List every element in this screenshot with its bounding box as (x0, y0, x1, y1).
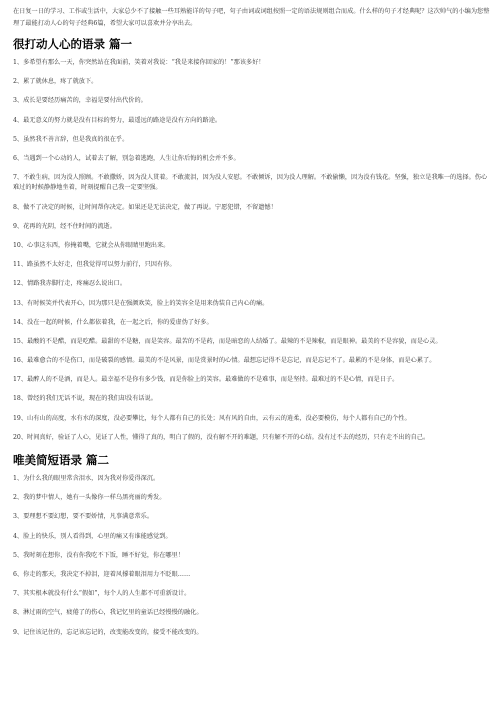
list-item: 15、最酸的不是醋，而是吃醋。最甜的不是糖，而是笑容。最苦的不是药，而是暗恋的人结婚了。最辣的不是辣椒，而是眼神。最美的不是容貌，而是心灵。 (13, 337, 442, 345)
list-item: 6、当遇到一个心动的人，试着去了解，别急着逃跑，人生让你后悔的机会并不多。 (13, 154, 240, 162)
list-item: 13、有时候笑并代表开心，因为那只是在强颜欢笑，脸上的笑容全是用来伪装自己内心的痛。 (13, 299, 269, 307)
list-item: 16、最难愈合的不是伤口，而是破裂的感情。最美的不是风景，而是赏景时的心情。最想忘记得不是忘记，而是忘记不了。最累的不是身体，而是心累了。 (13, 357, 436, 365)
list-item: 3、要理想不要幻想，要不要娇情，凡事满意常乐。 (13, 513, 154, 521)
list-item: 11、路虽然不太好走，但我觉得可以努力前行，只因有你。 (13, 261, 176, 269)
list-item: 4、脸上的快乐，别人看得到，心里的痛又有谁能感觉到。 (13, 532, 172, 540)
list-item: 9、记住该记住的，忘记该忘记的，改变能改变的，接受不能改变的。 (13, 628, 203, 636)
list-item: 2、我的梦中情人，她有一头像你一样乌黑亮丽的秀发。 (13, 494, 166, 502)
quote-list (13, 474, 491, 638)
list-item: 17、最醉人的不是酒，而是人。最幸福不是你有多少钱，而是你脸上的笑容。最难做的不是难事，而是坚持。最难过的不是心情，而是日子。 (13, 376, 399, 384)
list-item: 14、没在一起的时候，什么都依着我，在一起之后，你的爱虚伪了好多。 (13, 318, 213, 326)
list-item: 7、不敢生病，因为没人照顾。不敢撒娇，因为没人贯着。不敢流泪，因为没人安慰。不敢倾诉，因为没人理解。不敢偷懒，因为没有钱花。坚强，独立是我唯一的选择。伤心难过的时候静静地坐着，时刻提醒自己我一定要坚强。 (13, 174, 488, 192)
list-item: 12、情路我赤脚行走，疼痛忍么说出口。 (13, 280, 127, 288)
list-item: 5、我时刻在想你，没有你我吃不下饭，睡不好觉，你在哪里！ (13, 551, 184, 559)
section-title: 很打动人心的语录 篇一 (13, 37, 133, 51)
section-title: 唯美简短语录 篇二 (13, 453, 110, 468)
list-item: 8、淋过雨的空气，疲倦了的伤心，我记忆里的童话已经慢慢的融化。 (13, 609, 203, 617)
quote-list (13, 58, 491, 443)
list-item: 1、多希望有那么一天，你突然站在我面前，笑着对我说：“我是来接你回家的！”那该多好！ (13, 59, 265, 66)
list-item: 9、花再的光阴，经不住时间的流逝。 (13, 222, 116, 230)
list-item: 5、虽然我不善言辞，但是我真的很在乎。 (13, 135, 129, 143)
list-item: 7、其实根本就没有什么“假如”，每个人的人生都不可重新设计。 (13, 590, 191, 598)
list-item: 1、为什么我的眼里常含泪水，因为我对你爱得深沉。 (13, 475, 160, 483)
list-item: 3、成长是要经历痛苦的，幸福是要付出代价的。 (13, 97, 147, 105)
list-item: 20、时间真好，验证了人心，见证了人性，懂得了真的，明白了假的，没有解不开的难题，只有解不开的心结。没有过不去的经历，只有走不出的自己。 (13, 433, 430, 441)
list-item: 10、心事这东西，你掩着嘴，它就会从你眼睛里跑出来。 (13, 241, 170, 249)
list-item: 4、最无意义的努力就是没有目标的努力，最遥远的路途是没有方向的路途。 (13, 116, 222, 124)
list-item: 19、山有山的高度，水有水的深度，没必要攀比，每个人都有自己的长处；风有风的自由，云有云的逍柔，没必要模仿，每个人都有自己的个性。 (13, 414, 411, 422)
list-item: 2、累了就休息，疼了就放下。 (13, 78, 98, 86)
intro-paragraph: 在日复一日的学习、工作或生活中，大家总少不了接触一些耳熟能详的句子吧，句子由词或词组按照一定的语法规则组合而成。什么样的句子才经典呢？这次帅气的小编为您整理了最能打动人心的句子经典6篇，希望大家可以喜欢并分享出去。 (13, 8, 490, 27)
list-item: 18、曾经的我们无话不说，现在的我们却没有话说。 (13, 395, 157, 403)
list-item: 8、做不了决定的时候，让时间帮你决定。如果还是无法决定，做了再说。宁愿犯错，不留遗憾！ (13, 203, 277, 211)
list-item: 6、你走的那天，我决定不掉泪，迎着风撑着眼泪用力不眨眼…… (13, 570, 191, 578)
